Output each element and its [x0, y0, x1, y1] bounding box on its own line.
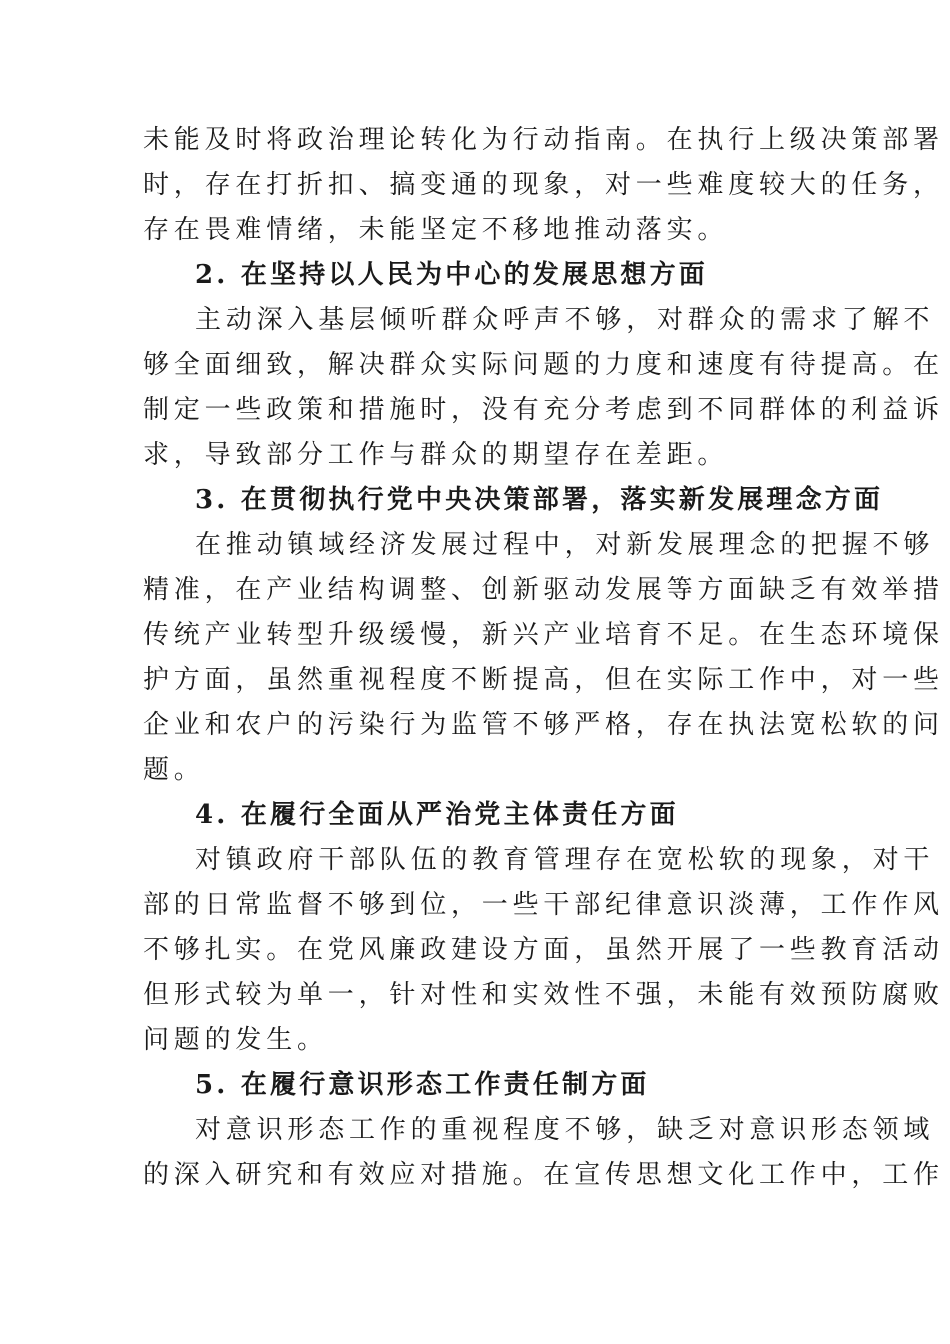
paragraph-line: 制定一些政策和措施时，没有充分考虑到不同群体的利益诉	[143, 395, 944, 425]
paragraph-line: 企业和农户的污染行为监管不够严格，存在执法宽松软的问	[143, 710, 944, 740]
paragraph-line: 求，导致部分工作与群众的期望存在差距。	[143, 440, 729, 470]
paragraph-line: 但形式较为单一，针对性和实效性不强，未能有效预防腐败	[143, 980, 944, 1010]
paragraph-line: 时，存在打折扣、搞变通的现象，对一些难度较大的任务，	[143, 170, 944, 200]
paragraph-line: 传统产业转型升级缓慢，新兴产业培育不足。在生态环境保	[143, 620, 944, 650]
section-heading-2: 2. 在坚持以人民为中心的发展思想方面	[195, 260, 708, 290]
paragraph-line: 主动深入基层倾听群众呼声不够，对群众的需求了解不	[195, 305, 935, 335]
paragraph-line: 精准，在产业结构调整、创新驱动发展等方面缺乏有效举措	[143, 575, 944, 605]
paragraph-line: 部的日常监督不够到位，一些干部纪律意识淡薄，工作作风	[143, 890, 944, 920]
section-heading-3: 3. 在贯彻执行党中央决策部署，落实新发展理念方面	[195, 485, 884, 515]
paragraph-line: 不够扎实。在党风廉政建设方面，虽然开展了一些教育活动	[143, 935, 944, 965]
paragraph-line: 够全面细致，解决群众实际问题的力度和速度有待提高。在	[143, 350, 944, 380]
section-heading-5: 5. 在履行意识形态工作责任制方面	[195, 1070, 650, 1100]
paragraph-line: 护方面，虽然重视程度不断提高，但在实际工作中，对一些	[143, 665, 944, 695]
paragraph-line: 对意识形态工作的重视程度不够，缺乏对意识形态领域	[195, 1115, 935, 1145]
paragraph-line: 问题的发生。	[143, 1025, 328, 1055]
paragraph-line: 题。	[143, 755, 205, 785]
section-heading-4: 4. 在履行全面从严治党主体责任方面	[195, 800, 679, 830]
paragraph-line: 未能及时将政治理论转化为行动指南。在执行上级决策部署	[143, 125, 944, 155]
paragraph-line: 在推动镇域经济发展过程中，对新发展理念的把握不够	[195, 530, 935, 560]
paragraph-line: 对镇政府干部队伍的教育管理存在宽松软的现象，对干	[195, 845, 935, 875]
paragraph-line: 的深入研究和有效应对措施。在宣传思想文化工作中，工作	[143, 1160, 944, 1190]
paragraph-line: 存在畏难情绪，未能坚定不移地推动落实。	[143, 215, 729, 245]
